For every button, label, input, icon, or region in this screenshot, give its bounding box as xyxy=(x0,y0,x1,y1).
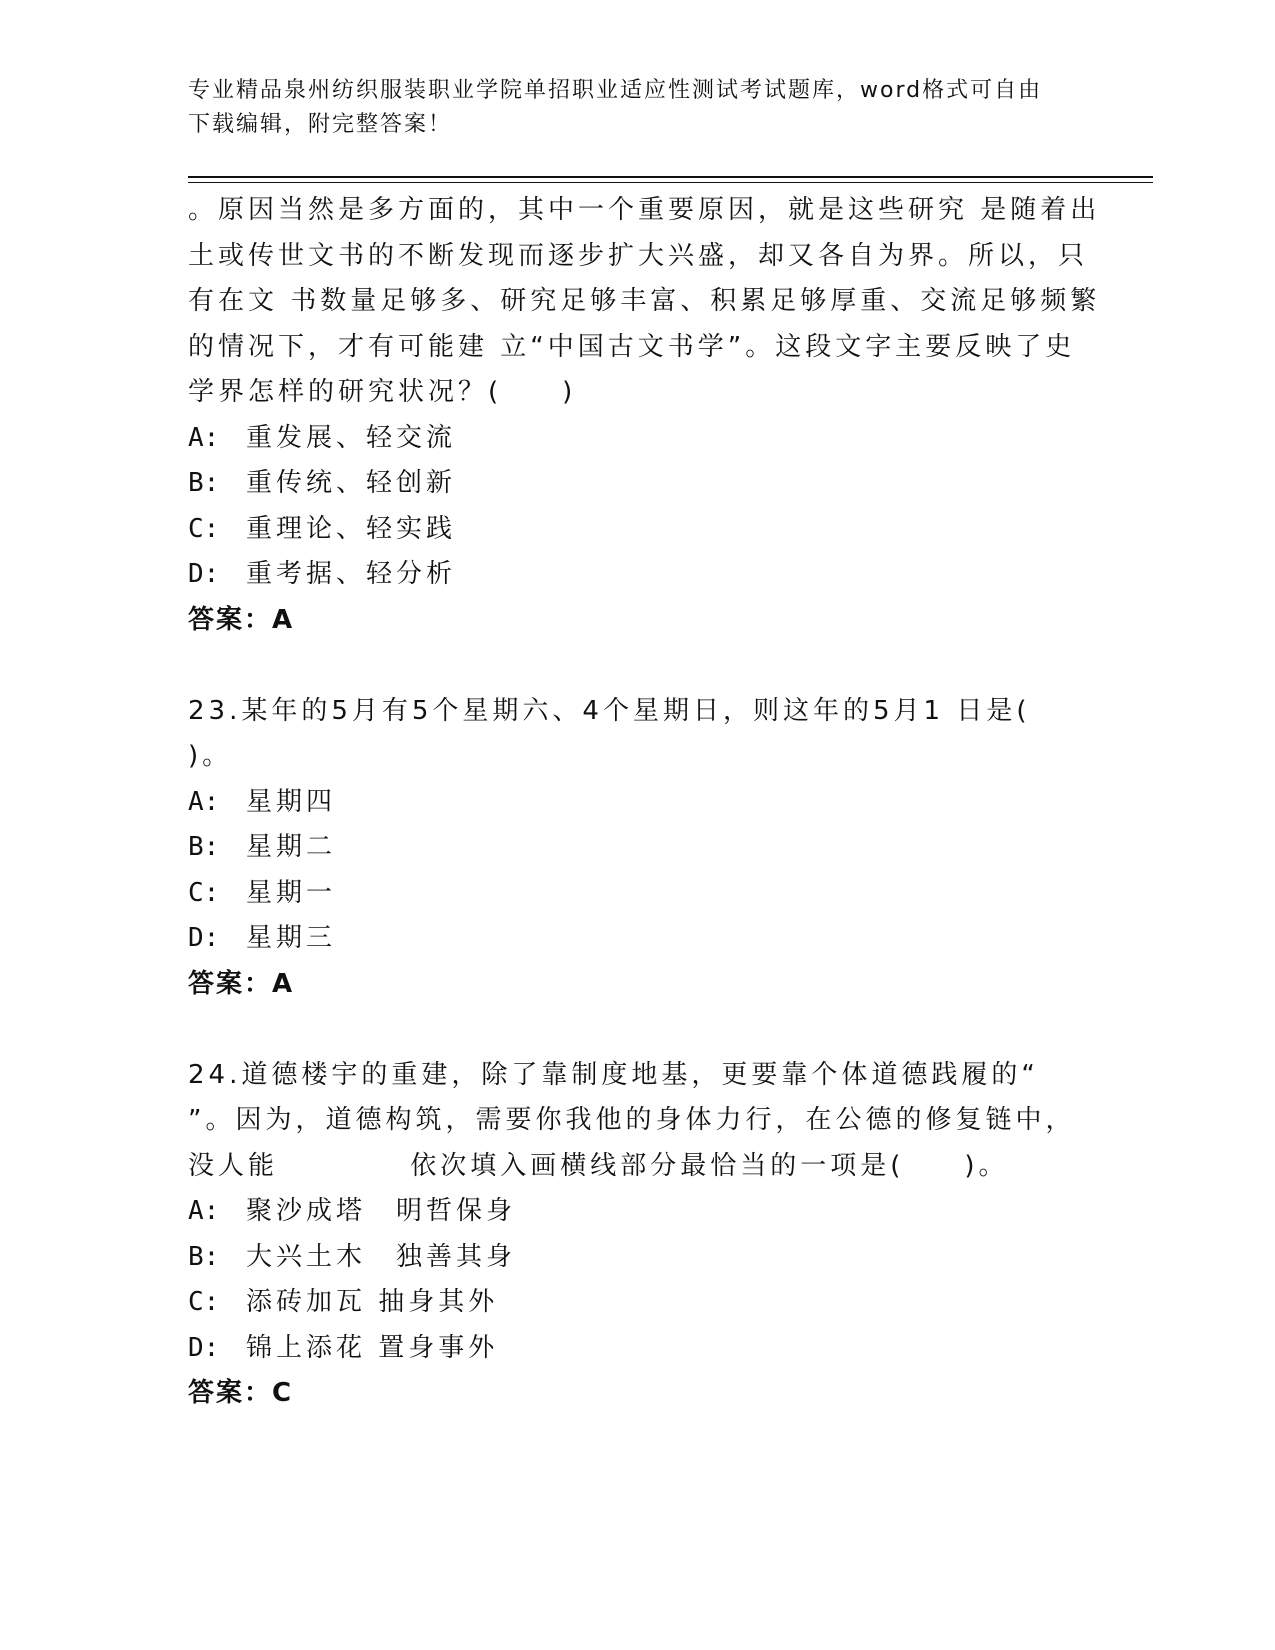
option-d xyxy=(188,1326,1088,1372)
option-c xyxy=(188,871,1088,917)
question-spacer xyxy=(188,643,1088,689)
question-stem-line: 的情况下，才有可能建 立“中国古文书学”。这段文字主要反映了史 xyxy=(188,331,1076,362)
header-divider-thick xyxy=(188,176,1153,178)
question-stem-line: 学界怎样的研究状况？( ) xyxy=(188,377,577,407)
question-stem-line: 土或传世文书的不断发现而逐步扩大兴盛，却又各自为界。所以，只 xyxy=(188,240,1089,271)
question-22 xyxy=(188,188,1101,643)
header-divider-thin xyxy=(188,182,1153,183)
option-a xyxy=(188,780,1088,826)
option-text: 重理论、轻实践 xyxy=(246,513,457,544)
document-header xyxy=(188,74,1088,142)
option-a xyxy=(188,416,1088,462)
option-letter: A: xyxy=(188,786,220,817)
answer-line: 答案：C xyxy=(188,1378,294,1408)
option-text: 大兴土木 独善其身 xyxy=(246,1241,517,1272)
answer-line: 答案：A xyxy=(188,968,295,999)
option-letter: A: xyxy=(188,422,220,453)
option-text: 聚沙成塔 明哲保身 xyxy=(246,1196,517,1226)
option-letter: B: xyxy=(188,1241,220,1272)
option-letter: A: xyxy=(188,1196,220,1226)
option-text: 星期二 xyxy=(246,832,337,862)
question-stem-line: 没人能 依次填入画横线部分最恰当的一项是( )。 xyxy=(188,1150,1009,1181)
question-spacer xyxy=(188,1007,1088,1053)
option-text: 添砖加瓦 抽身其外 xyxy=(246,1287,499,1317)
question-stem-line: 有在文 书数量足够多、研究足够丰富、积累足够厚重、交流足够频繁 xyxy=(188,286,1101,316)
header-line-2: 下载编辑，附完整答案！ xyxy=(188,112,453,137)
option-text: 重传统、轻创新 xyxy=(246,468,457,498)
header-line-1: 专业精品泉州纺织服装职业学院单招职业适应性测试考试题库，word格式可自由 xyxy=(188,78,1043,103)
option-letter: B: xyxy=(188,832,220,862)
option-letter: C: xyxy=(188,1287,220,1317)
option-a xyxy=(188,1189,1088,1235)
option-b xyxy=(188,825,1088,871)
question-stem-line: )。 xyxy=(188,741,233,771)
question-24 xyxy=(188,1053,1088,1417)
question-stem-line: 24.道德楼宇的重建，除了靠制度地基，更要靠个体道德践履的“ xyxy=(188,1059,1039,1090)
option-text: 锦上添花 置身事外 xyxy=(246,1332,499,1363)
option-letter: C: xyxy=(188,877,220,908)
option-d xyxy=(188,916,1088,962)
option-text: 星期一 xyxy=(246,877,337,908)
option-text: 星期三 xyxy=(246,923,337,953)
option-c xyxy=(188,1280,1088,1326)
option-text: 重考据、轻分析 xyxy=(246,559,457,589)
answer-line: 答案：A xyxy=(188,604,295,635)
option-letter: C: xyxy=(188,513,220,544)
option-text: 重发展、轻交流 xyxy=(246,422,457,453)
document-body xyxy=(188,188,1101,1417)
option-letter: D: xyxy=(188,559,220,589)
question-23 xyxy=(188,689,1088,1008)
option-text: 星期四 xyxy=(246,786,337,817)
option-c xyxy=(188,507,1088,553)
option-b xyxy=(188,461,1088,507)
question-stem-line: 。原因当然是多方面的，其中一个重要原因，就是这些研究 是随着出 xyxy=(188,195,1101,225)
option-letter: D: xyxy=(188,923,220,953)
question-stem-line: 23.某年的5月有5个星期六、4个星期日，则这年的5月1 日是( xyxy=(188,695,1031,726)
option-d xyxy=(188,552,1088,598)
question-stem-line: ”。因为，道德构筑，需要你我他的身体力行，在公德的修复链中， xyxy=(188,1105,1076,1135)
option-b xyxy=(188,1235,1088,1281)
option-letter: B: xyxy=(188,468,220,498)
option-letter: D: xyxy=(188,1332,220,1363)
